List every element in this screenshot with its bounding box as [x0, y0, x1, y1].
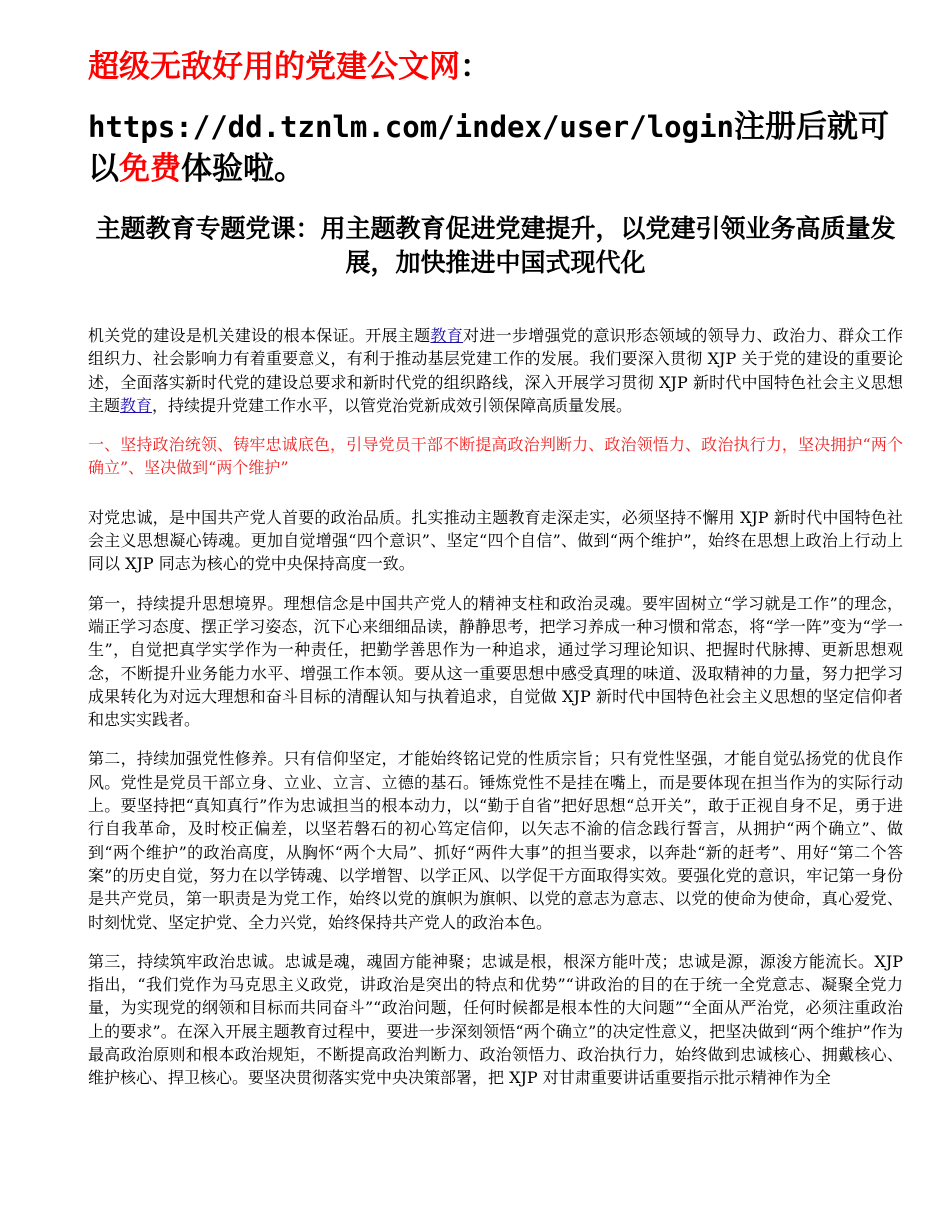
promo-headline-text: 超级无敌好用的党建公文网: [88, 49, 460, 85]
intro-text-2: 对进一步增强党的意识形态领域的领导力、政治力、群众工作组织力、社会影响力有着重要意义，有利于推动基层党建工作的发展。我们要深入贯彻 XJP 关于党的建设的重要论述，全面落实新时代党的建设总要求和新时代党的组织路线，深入开展学习贯彻 XJP 新时代中国特色社会主义思想主题: [88, 326, 903, 415]
document-body: [88, 324, 903, 1090]
promo-text-before-free: 注册后就可以: [88, 109, 890, 187]
document-page: [88, 44, 903, 1106]
body-paragraph-first: 第一，持续提升思想境界。理想信念是中国共产党人的精神支柱和政治灵魂。要牢固树立“学习就是工作”的理念，端正学习态度、摆正学习姿态，沉下心来细细品读，静静思考，把学习养成一种习惯和常态，将“学一阵”变为“学一生”，自觉把真学实学作为一种责任，把勤学善思作为一种追求，通过学习理论知识、把握时代脉搏、更新思想观念，不断提升业务能力水平、增强工作本领。要从这一重要思想中感受真理的味道、汲取精神的力量，努力把学习成果转化为对远大理想和奋斗目标的清醒认知与执着追求，自觉做 XJP 新时代中国特色社会主义思想的坚定信仰者和忠实实践者。: [88, 593, 903, 730]
body-paragraph-third: 第三，持续筑牢政治忠诚。忠诚是魂，魂固方能神聚；忠诚是根，根深方能叶茂；忠诚是源，源浚方能流长。XJP 指出，“我们党作为马克思主义政党，讲政治是突出的特点和优势”“讲政治的目的在于统一全党意志、凝聚全党力量，为实现党的纲领和目标而共同奋斗”“政治问题，任何时候都是根本性的大问题”“全面从严治党，必须注重政治上的要求”。在深入开展主题教育过程中，要进一步深刻领悟“两个确立”的决定性意义，把坚决做到“两个维护”作为最高政治原则和根本政治规矩，不断提高政治判断力、政治领悟力、政治执行力，始终做到忠诚核心、拥戴核心、维护核心、捍卫核心。要坚决贯彻落实党中央决策部署，把 XJP 对甘肃重要讲话重要指示批示精神作为全: [88, 951, 903, 1088]
education-link-1[interactable]: 教育: [430, 326, 464, 345]
section-1-heading: 一、坚持政治统领、铸牢忠诚底色，引导党员干部不断提高政治判断力、政治领悟力、政治执行力，坚决拥护“两个确立”、坚决做到“两个维护”: [88, 435, 903, 478]
intro-paragraph: [88, 324, 903, 417]
promo-free-highlight: 免费: [119, 151, 181, 187]
promo-colon: ：: [460, 49, 491, 85]
promo-text-after-free: 体验啦。: [181, 151, 305, 187]
body-paragraph-loyalty: 对党忠诚，是中国共产党人首要的政治品质。扎实推动主题教育走深走实，必须坚持不懈用 XJP 新时代中国特色社会主义思想凝心铸魂。更加自觉增强“四个意识”、坚定“四个自信”、做到“两个维护”，始终在思想上政治上行动上同以 XJP 同志为核心的党中央保持高度一致。: [88, 507, 903, 574]
education-link-2[interactable]: 教育: [120, 395, 153, 415]
body-paragraph-second: 第二，持续加强党性修养。只有信仰坚定，才能始终铭记党的性质宗旨；只有党性坚强，才能自觉弘扬党的优良作风。党性是党员干部立身、立业、立言、立德的基石。锤炼党性不是挂在嘴上，而是要体现在担当作为的实际行动上。要坚持把“真知真行”作为忠诚担当的根本动力，以“勤于自省”把好思想“总开关”，敢于正视自身不足，勇于进行自我革命，及时校正偏差，以坚若磐石的初心笃定信仰，以矢志不渝的信念践行誓言，从拥护“两个确立”、做到“两个维护”的政治高度，从胸怀“两个大局”、抓好“两件大事”的担当要求，以奔赴“新的赶考”、用好“第二个答案”的历史自觉，努力在以学铸魂、以学增智、以学正风、以学促干方面取得实效。要强化党的意识，牢记第一身份是共产党员，第一职责是为党工作，始终以党的旗帜为旗帜、以党的意志为意志、以党的使命为使命，真心爱党、时刻忧党、坚定护党、全力兴党，始终保持共产党人的政治本色。: [88, 749, 903, 932]
promo-signup-line: [88, 106, 903, 190]
promo-url-link[interactable]: https://dd.tznlm.com/index/user/login: [88, 110, 735, 144]
intro-text-3: ，持续提升党建工作水平，以管党治党新成效引领保障高质量发展。: [152, 395, 633, 415]
promo-headline: [88, 44, 903, 90]
intro-text-1: 机关党的建设是机关建设的根本保证。开展主题: [88, 326, 431, 345]
document-title: 主题教育专题党课：用主题教育促进党建提升，以党建引领业务高质量发展，加快推进中国式现代化: [95, 214, 896, 277]
